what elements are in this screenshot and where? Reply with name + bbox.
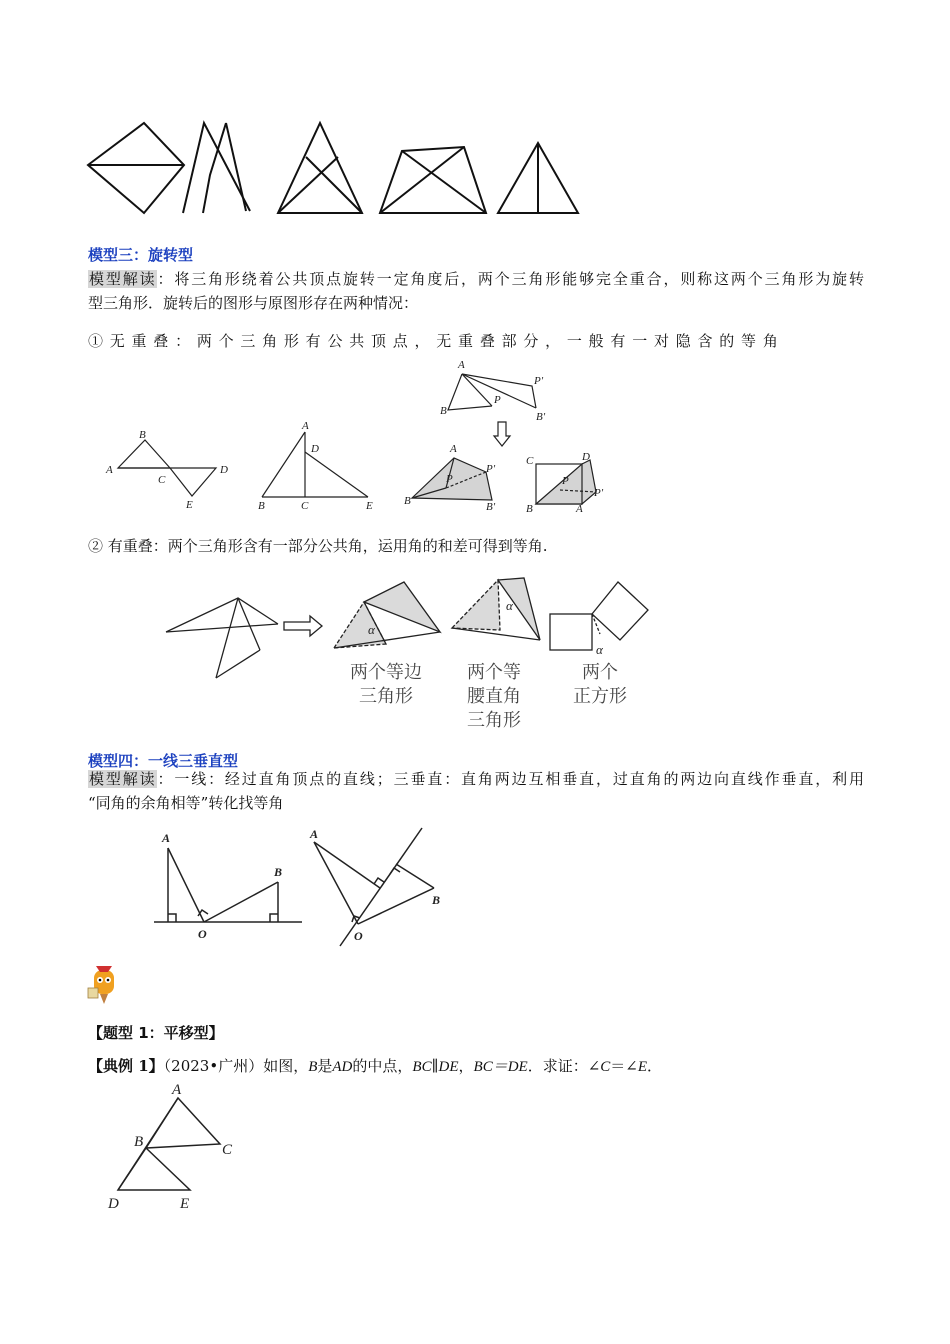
fig2-label-B: B (258, 500, 265, 512)
fig3b-label-A: A (450, 443, 457, 455)
section4-text2: “同角的余角相等”转化找等角 (88, 794, 284, 812)
fig1-label-E: E (186, 499, 193, 511)
down-arrow (494, 422, 510, 446)
fig2-label-E: E (366, 500, 373, 512)
caption-1-line1: 两个等边 (350, 662, 422, 683)
caption-1-line2: 三角形 (359, 686, 413, 707)
var-AD: AD (332, 1059, 353, 1075)
caption-3-line2: 正方形 (573, 686, 627, 707)
text-prove: ．求证：∠ (527, 1057, 601, 1075)
parallel-symbol: ∥ (431, 1057, 439, 1075)
alpha-label-1: α (368, 622, 375, 637)
fig1-label-A: A (106, 464, 113, 476)
section3-paragraph (88, 267, 864, 315)
fig4-label-P: P (562, 475, 569, 487)
fig2-label-D: D (311, 443, 319, 455)
fig2-label-C: C (301, 500, 309, 512)
rotation-overlap-figures (160, 574, 660, 734)
section3-text1: ：将三角形绕着公共顶点旋转一定角度后，两个三角形能够完全重合，则称这两个三角形为旋转 (157, 270, 864, 288)
section3-title: 模型三：旋转型 (88, 246, 194, 264)
section3-case1: ① 无 重 叠 ： 两 个 三 角 形 有 公 共 顶 点 ， 无 重 叠 部 分 ， 一 般 有 一 对 隐 含 的 等 角 (88, 332, 778, 350)
fig1-label-B: B (139, 429, 146, 441)
fig3b-label-Bp: B′ (486, 501, 496, 513)
text-mid: 的中点， (352, 1057, 413, 1075)
alpha-label-2: α (506, 598, 513, 613)
fig4-label-Pp: P′ (594, 487, 604, 499)
rotation-nonoverlap-figures (100, 352, 620, 524)
caption-2-line1: 两个等 (467, 662, 521, 683)
fig1-label-C: C (158, 474, 166, 486)
caption-3-line1: 两个 (582, 662, 618, 683)
fig3b-label-P: P (446, 473, 453, 485)
fig-label-E: E (180, 1196, 190, 1212)
fig-a-label-A: A (162, 831, 171, 845)
fig3a-label-Pp: P′ (534, 375, 544, 387)
example-label: 【典例 1】 (88, 1057, 164, 1075)
fig-label-D: D (108, 1196, 119, 1212)
fig2-label-A: A (302, 420, 309, 432)
var-B: B (308, 1059, 318, 1075)
fig4-label-C: C (526, 455, 534, 467)
section4-paragraph (88, 767, 864, 815)
text-eq-angle: ＝∠ (610, 1057, 638, 1075)
top-fig-4 (380, 147, 486, 213)
fig1-tri-abc (118, 440, 170, 468)
pencil-mascot-icon (86, 960, 122, 1006)
problem-figure (100, 1078, 260, 1218)
fig3b-label-B: B (404, 495, 411, 507)
fig-b-label-O: O (354, 929, 363, 943)
fig-label-B: B (134, 1134, 144, 1150)
type-title: 【题型 1：平移型】 (88, 1024, 224, 1042)
fig-label-A: A (172, 1082, 182, 1098)
one-line-three-perpendicular-figures (150, 822, 450, 952)
fig-a-label-O: O (198, 927, 207, 941)
fig4-label-A: A (576, 503, 583, 515)
fig4-label-B: B (526, 503, 533, 515)
fig3a-label-P: P (494, 394, 501, 406)
var-E: E (637, 1059, 648, 1075)
fig4-label-D: D (582, 451, 590, 463)
top-fig-2 (183, 123, 250, 213)
section3-case2: ② 有重叠：两个三角形含有一部分公共角，运用角的和差可得到等角. (88, 537, 548, 555)
example-statement (88, 1054, 662, 1079)
var-BC: BC (412, 1059, 432, 1075)
right-arrow (284, 616, 322, 636)
top-fig-1 (88, 123, 184, 213)
fig-b-label-A: A (310, 827, 319, 841)
caption-2-line3: 三角形 (467, 710, 521, 731)
var-C: C (600, 1059, 611, 1075)
fig-label-C: C (222, 1142, 233, 1158)
fig3b-label-Pp: P′ (486, 463, 496, 475)
fig-b-label-B: B (432, 893, 441, 907)
text-end: ． (647, 1057, 663, 1075)
fig3a-label-Bp: B′ (536, 411, 546, 423)
caption-2-line2: 腰直角 (467, 686, 521, 707)
top-figures (80, 115, 590, 225)
fig3a-label-B: B (440, 405, 447, 417)
var-DE: DE (438, 1059, 459, 1075)
section4-text1: ：一线：经过直角顶点的直线；三垂直：直角两边互相垂直，过直角的两边向直线作垂直，利用 (157, 770, 864, 788)
example-source: （2023•广州）如图， (163, 1057, 309, 1075)
fig1-label-D: D (220, 464, 228, 476)
section3-label: 模型解读 (89, 270, 157, 288)
fig1-tri-cde (170, 468, 216, 496)
fig-a-label-B: B (274, 865, 283, 879)
fig3a-label-A: A (458, 359, 465, 371)
section4-title: 模型四：一线三垂直型 (88, 752, 239, 770)
comma: ， (458, 1057, 474, 1075)
section4-label: 模型解读 (89, 770, 157, 788)
eq-BC-DE: BC＝DE (473, 1059, 528, 1075)
alpha-label-3: α (596, 642, 603, 657)
section3-text2: 型三角形．旋转后的图形与原图形存在两种情况： (88, 294, 419, 312)
text-is: 是 (317, 1057, 333, 1075)
